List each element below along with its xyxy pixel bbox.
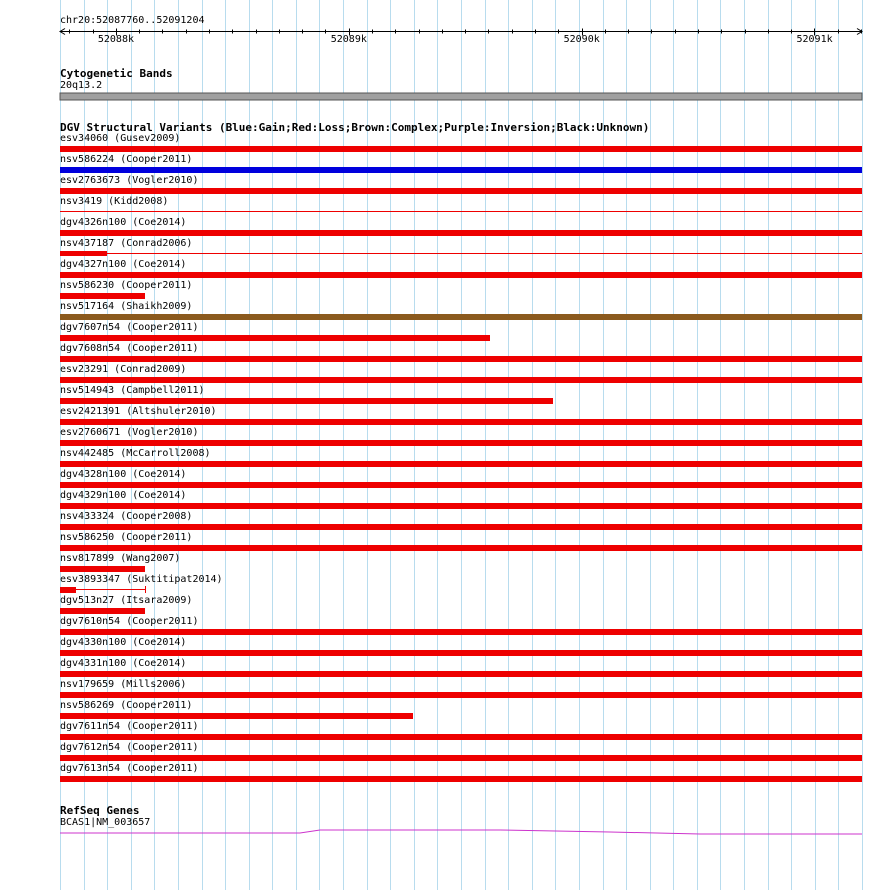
variant-label[interactable]: esv34060 (Gusev2009)	[60, 133, 181, 144]
cytoband-bar	[60, 93, 862, 100]
variant-bar	[60, 293, 145, 299]
variant-bar	[60, 440, 862, 446]
variant-bar	[60, 398, 553, 404]
variant-label[interactable]: dgv4331n100 (Coe2014)	[60, 658, 187, 669]
variant-bar	[60, 692, 862, 698]
variant-label[interactable]: nsv586230 (Cooper2011)	[60, 280, 193, 291]
variant-label[interactable]: nsv3419 (Kidd2008)	[60, 196, 169, 207]
variant-label[interactable]: dgv4329n100 (Coe2014)	[60, 490, 187, 501]
variant-label[interactable]: dgv4327n100 (Coe2014)	[60, 259, 187, 270]
ruler-tick-label: 52091k	[796, 34, 833, 45]
variant-bar	[60, 524, 862, 530]
refseq-gene-label[interactable]: BCAS1|NM_003657	[60, 817, 151, 828]
variant-bar	[60, 314, 862, 320]
variant-bar	[60, 608, 145, 614]
variant-bar	[60, 776, 862, 782]
variant-bar-thin	[60, 253, 862, 254]
variant-bar	[60, 272, 862, 278]
dgv-track-title[interactable]: DGV Structural Variants (Blue:Gain;Red:Loss;Brown:Complex;Purple:Inversion;Black:Unknown)	[60, 121, 650, 134]
ruler-tick-label: 52088k	[97, 34, 134, 45]
variant-label[interactable]: dgv4326n100 (Coe2014)	[60, 217, 187, 228]
cytoband-track-title[interactable]: Cytogenetic Bands	[60, 67, 173, 80]
variant-bar	[60, 188, 862, 194]
variant-label[interactable]: nsv517164 (Shaikh2009)	[60, 301, 193, 312]
variant-label[interactable]: dgv7610n54 (Cooper2011)	[60, 616, 199, 627]
variant-bar	[60, 377, 862, 383]
variant-label[interactable]: dgv4330n100 (Coe2014)	[60, 637, 187, 648]
ruler-region-label: chr20:52087760..52091204	[60, 15, 205, 26]
variant-label[interactable]: nsv437187 (Conrad2006)	[60, 238, 193, 249]
variant-bar-segment	[60, 251, 107, 256]
variant-label[interactable]: nsv817899 (Wang2007)	[60, 553, 181, 564]
variant-bar	[60, 461, 862, 467]
variant-bar	[60, 356, 862, 362]
ruler-tick-label: 52089k	[330, 34, 367, 45]
variant-label[interactable]: dgv7612n54 (Cooper2011)	[60, 742, 199, 753]
variant-label[interactable]: esv2763673 (Vogler2010)	[60, 175, 199, 186]
variant-label[interactable]: nsv586250 (Cooper2011)	[60, 532, 193, 543]
variant-bar	[60, 503, 862, 509]
variant-label[interactable]: esv2421391 (Altshuler2010)	[60, 406, 217, 417]
variant-bar	[60, 335, 490, 341]
variant-label[interactable]: nsv442485 (McCarroll2008)	[60, 448, 211, 459]
variant-bar	[60, 755, 862, 761]
variant-bar	[60, 713, 413, 719]
variant-bar-thin	[60, 211, 862, 212]
refseq-track-title[interactable]: RefSeq Genes	[60, 804, 140, 817]
variant-label[interactable]: nsv179659 (Mills2006)	[60, 679, 187, 690]
variant-label[interactable]: dgv7613n54 (Cooper2011)	[60, 763, 199, 774]
variant-bar	[60, 650, 862, 656]
variant-label[interactable]: dgv7608n54 (Cooper2011)	[60, 343, 199, 354]
variant-bar	[60, 629, 862, 635]
variant-label[interactable]: dgv7611n54 (Cooper2011)	[60, 721, 199, 732]
variant-bar	[60, 545, 862, 551]
variant-bar	[60, 671, 862, 677]
variant-bar	[60, 482, 862, 488]
variant-bar	[60, 230, 862, 236]
cytoband-label[interactable]: 20q13.2	[60, 80, 103, 91]
variant-bar	[60, 146, 862, 152]
variant-bar	[60, 167, 862, 173]
variant-label[interactable]: nsv586269 (Cooper2011)	[60, 700, 193, 711]
variant-label[interactable]: dgv7607n54 (Cooper2011)	[60, 322, 199, 333]
variant-label[interactable]: esv2760671 (Vogler2010)	[60, 427, 199, 438]
variant-label[interactable]: nsv586224 (Cooper2011)	[60, 154, 193, 165]
ruler-tick-label: 52090k	[563, 34, 600, 45]
variant-bar	[60, 734, 862, 740]
variant-label[interactable]: nsv433324 (Cooper2008)	[60, 511, 193, 522]
variant-label[interactable]: esv3893347 (Suktitipat2014)	[60, 574, 223, 585]
variant-label[interactable]: nsv514943 (Campbell2011)	[60, 385, 205, 396]
variant-label[interactable]: dgv513n27 (Itsara2009)	[60, 595, 193, 606]
variant-bar	[60, 566, 145, 572]
variant-label[interactable]: dgv4328n100 (Coe2014)	[60, 469, 187, 480]
variant-bar	[60, 419, 862, 425]
variant-label[interactable]: esv23291 (Conrad2009)	[60, 364, 187, 375]
